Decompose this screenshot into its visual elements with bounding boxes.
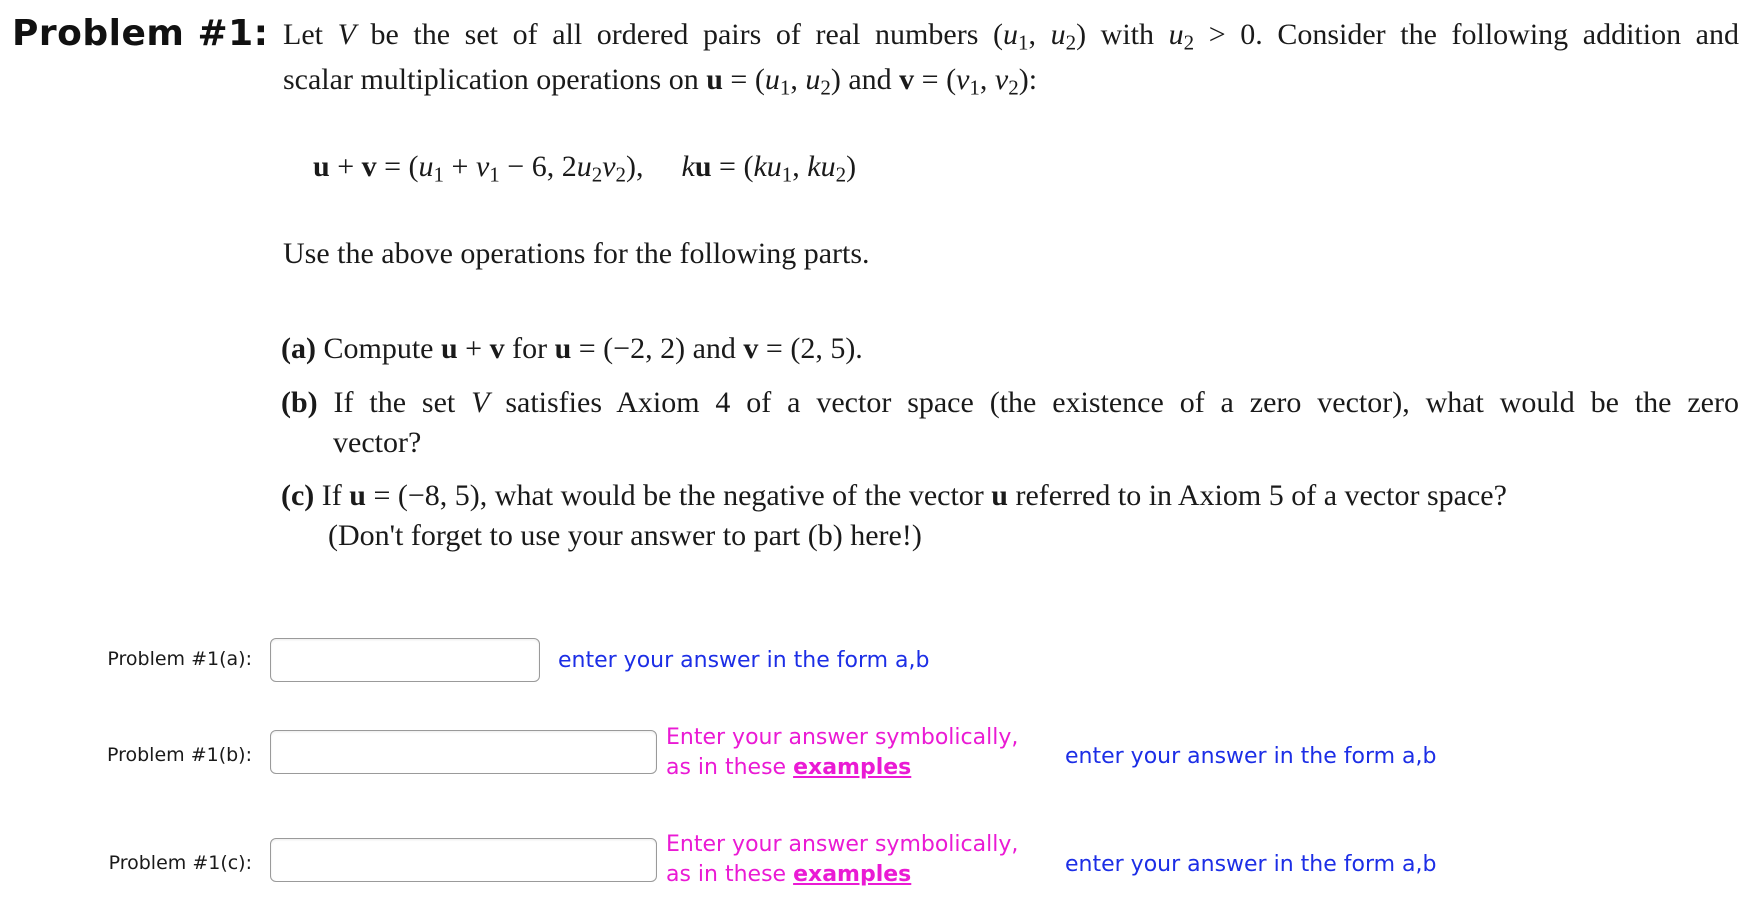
answer-input-a[interactable] (270, 638, 540, 682)
answer-hint-c: enter your answer in the form a,b (1065, 852, 1437, 877)
answer-hint-a: enter your answer in the form a,b (558, 648, 930, 673)
answer-hint-b: enter your answer in the form a,b (1065, 744, 1437, 769)
symbolic-note-b: Enter your answer symbolically, as in these examples (666, 725, 1019, 780)
part-b-line-2: vector? (333, 426, 422, 459)
part-c-line-1: (c) If u = (−8, 5), what would be the negative of the vector u referred to in Axiom 5 of a vector space? (281, 479, 1507, 512)
answer-label-b: Problem #1(b): (106, 744, 252, 766)
answer-input-b[interactable] (270, 730, 657, 774)
part-b-line-1: (b) If the set V satisfies Axiom 4 of a vector space (the existence of a zero vector), what would be the zero (281, 386, 1739, 419)
intro-line-1: Let V be the set of all ordered pairs of real numbers ($u_1$, $u_2$) with $u_2 > 0$. Consider the following addition and (283, 18, 1739, 55)
instruction-text: Use the above operations for the following parts. (283, 237, 870, 270)
part-c-line-2: (Don't forget to use your answer to part (b) here!) (328, 519, 922, 552)
answer-label-a: Problem #1(a): (107, 648, 252, 670)
examples-link-b[interactable]: examples (793, 755, 912, 780)
examples-link-c[interactable]: examples (793, 862, 912, 887)
problem-title: Problem #1: (12, 13, 269, 54)
part-a: (a) Compute u + v for u = (−2, 2) and v = (2, 5). (281, 332, 863, 365)
symbolic-note-c: Enter your answer symbolically, as in these examples (666, 832, 1019, 887)
answer-input-c[interactable] (270, 838, 657, 882)
intro-line-2: scalar multiplication operations on $u = (u_1$, $u_2$) and $v = (v_1$, $v_2$): (283, 63, 1038, 100)
answer-label-c: Problem #1(c): (108, 852, 252, 874)
operations-equation: $u + v = (u_1 + v_1 - 6$, $2u_2v_2$), ku = ($ku_1$, $ku_2$) (313, 150, 857, 187)
